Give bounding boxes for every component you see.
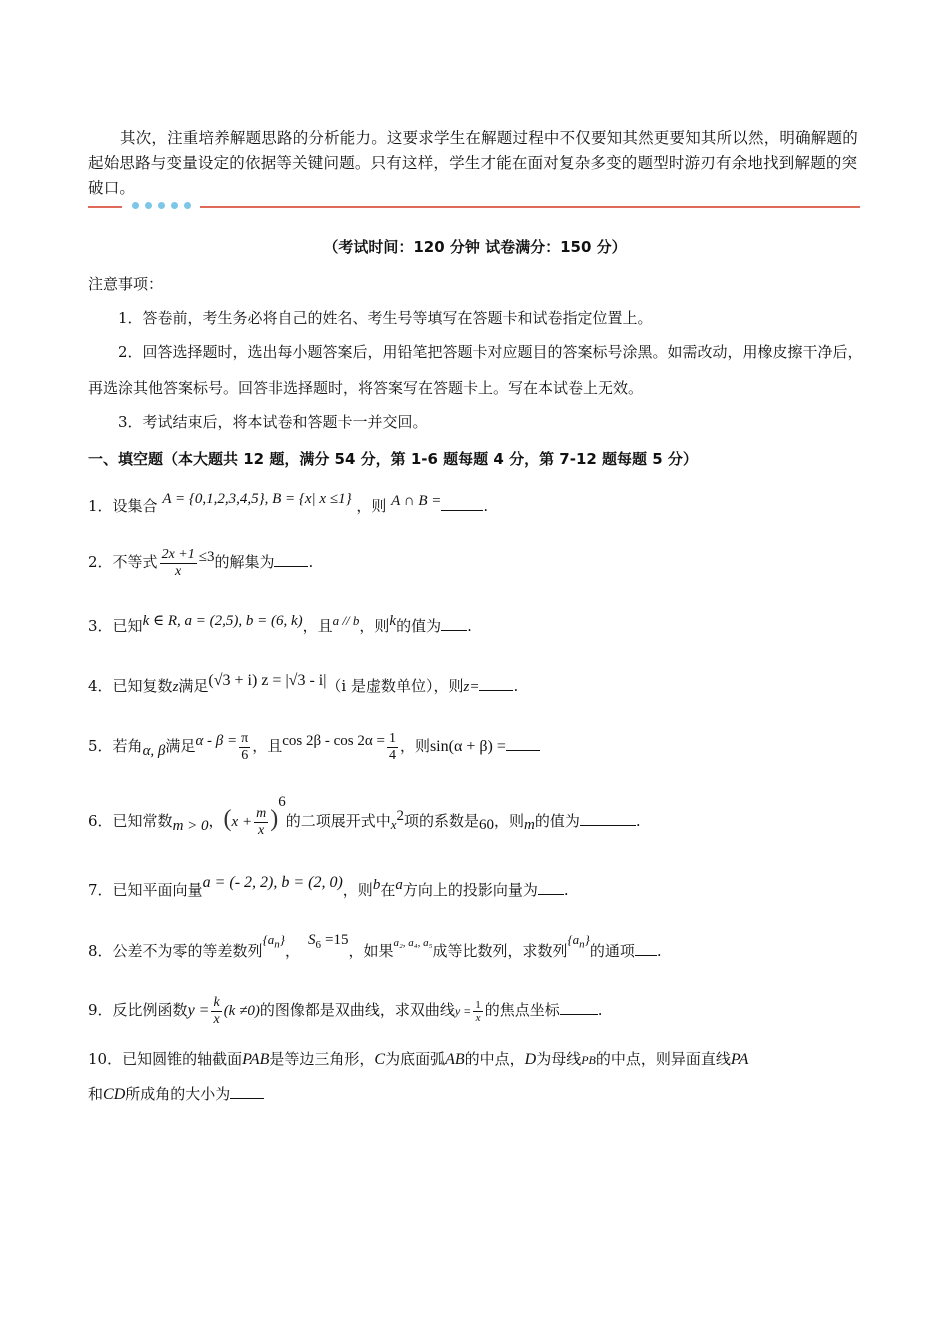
question-text: 的二项展开式中	[285, 812, 391, 830]
fraction-denominator: 4	[388, 747, 396, 763]
term-variable: x	[390, 817, 397, 832]
question-text: 的解集为	[214, 553, 275, 571]
question-text: .	[597, 1001, 603, 1019]
line-cd: CD	[103, 1086, 126, 1103]
question-text: ，则	[356, 497, 387, 515]
sum-symbol: S	[307, 932, 316, 948]
coefficient: 60	[479, 817, 495, 833]
fraction	[473, 999, 483, 1024]
question-text: 的图像都是双曲线，求双曲线	[259, 1001, 455, 1019]
question-4	[88, 670, 868, 703]
sum-subscript: 6	[315, 939, 321, 951]
question-text: 所成角的大小为	[125, 1085, 231, 1103]
sequence-close: }	[584, 932, 590, 947]
question-text: 项的系数是	[404, 812, 480, 830]
divider-dot	[171, 202, 178, 209]
question-8	[88, 932, 868, 973]
decorative-divider	[88, 200, 860, 214]
sequence-symbol	[262, 932, 285, 951]
question-text: .	[563, 881, 569, 899]
fraction-denominator: x	[475, 1011, 481, 1024]
parallel-condition: a // b	[332, 613, 360, 628]
fraction	[254, 806, 268, 839]
fraction	[160, 547, 197, 580]
question-2	[88, 546, 868, 580]
point-d: D	[524, 1051, 537, 1068]
hyperbola-expression: y =	[454, 1004, 472, 1018]
question-6	[88, 794, 868, 839]
note-item-1: 1．答卷前，考生务必将自己的姓名、考生号等填写在答题卡和试卷指定位置上。	[118, 309, 653, 327]
divider-dot	[158, 202, 165, 209]
binomial-expression: (	[223, 806, 232, 832]
segment-pb: PB	[581, 1053, 596, 1067]
question-text: 的焦点坐标	[484, 1001, 560, 1019]
answer-blank[interactable]	[274, 552, 308, 567]
question-number: 4．	[88, 677, 113, 695]
cosine-expression: cos 2β - cos 2α =	[282, 733, 385, 749]
variable-z: z	[172, 679, 179, 695]
sequence-open: {a	[262, 932, 275, 947]
question-text: 已知常数	[112, 812, 173, 830]
angle-difference: α - β =	[195, 733, 238, 749]
question-9	[88, 994, 868, 1028]
question-text: 的值为	[534, 812, 580, 830]
notes-title: 注意事项：	[88, 275, 164, 293]
divider-line-right	[200, 206, 860, 208]
intersection-expression: A ∩ B =	[391, 493, 442, 509]
relation: ≤3	[198, 549, 215, 565]
question-text: 在	[380, 881, 396, 899]
vector-a: a	[395, 877, 403, 893]
section-title: 一、填空题（本大题共 12 题，满分 54 分，第 1-6 题每题 4 分，第 7-12 题每题 5 分）	[88, 450, 698, 468]
sequence-subscript: n	[579, 938, 585, 951]
question-text: （i 是虚数单位），则	[326, 677, 464, 695]
divider-dots	[132, 202, 191, 209]
constant-condition: m > 0	[172, 818, 209, 834]
answer-blank[interactable]	[441, 616, 467, 631]
fraction-denominator: x	[213, 1011, 220, 1027]
answer-blank[interactable]	[580, 811, 636, 826]
angle-variables: α, β	[142, 743, 166, 759]
binomial-paren: )	[270, 806, 279, 832]
fraction-numerator: π	[241, 730, 249, 746]
fraction-numerator: k	[213, 994, 220, 1010]
question-number: 3．	[88, 617, 113, 635]
fraction-denominator: 6	[241, 747, 249, 763]
question-text: 已知平面向量	[112, 881, 203, 899]
binomial-power: 6	[278, 794, 286, 810]
question-number: 8．	[88, 942, 113, 960]
question-text: 已知复数	[112, 677, 173, 695]
question-number: 7．	[88, 881, 113, 899]
question-text: 公差不为零的等差数列	[112, 942, 263, 960]
divider-dot	[132, 202, 139, 209]
question-text: 满足	[165, 737, 196, 755]
answer-blank[interactable]	[635, 941, 657, 956]
question-text: ，则	[342, 881, 373, 899]
question-text: ，则	[399, 737, 430, 755]
question-text: 成等比数列，求数列	[432, 942, 568, 960]
question-text: 为母线	[536, 1050, 582, 1068]
complex-expression: (√3 + i) z = |√3 - i|	[208, 672, 327, 689]
question-3	[88, 610, 868, 643]
question-text: ，如果	[348, 942, 394, 960]
fraction-denominator: x	[258, 822, 265, 838]
divider-line-left	[88, 206, 122, 208]
note-item-3: 3．考试结束后，将本试卷和答题卡一并交回。	[118, 413, 428, 431]
question-text: 反比例函数	[112, 1001, 188, 1019]
sum-expression	[307, 932, 349, 951]
line-pa: PA	[730, 1051, 749, 1068]
triangle-pab: PAB	[242, 1051, 270, 1068]
fraction-numerator: m	[256, 805, 267, 821]
question-text: 是等边三角形，	[269, 1050, 375, 1068]
answer-blank[interactable]	[441, 496, 483, 511]
arc-ab: AB	[445, 1051, 465, 1068]
question-number: 2．	[88, 553, 113, 571]
question-number: 1．	[88, 497, 113, 515]
question-number: 5．	[88, 737, 113, 755]
question-text: 满足	[178, 677, 209, 695]
sequence-subscript: n	[274, 938, 280, 951]
binomial-term: x +	[231, 814, 253, 830]
answer-label: z=	[463, 679, 480, 695]
question-text: ，且	[302, 617, 333, 635]
vector-expression: k ∈ R, a = (2,5), b = (6, k)	[142, 613, 303, 629]
answer-blank[interactable]	[538, 880, 564, 895]
question-text: 已知	[112, 617, 143, 635]
fraction	[387, 731, 398, 764]
question-text: 的中点，	[464, 1050, 525, 1068]
question-text: 不等式	[112, 553, 158, 571]
question-text: 已知圆锥的轴截面	[122, 1050, 243, 1068]
sine-expression: sin(α + β) =	[429, 738, 506, 755]
note-item-2: 2．回答选择题时，选出每小题答案后，用铅笔把答题卡对应题目的答案标号涂黑。如需改动，用橡皮擦干净后，再选涂其他答案标号。回答非选择题时，将答案写在答题卡上。写在本试卷上无效。	[88, 343, 863, 397]
answer-blank[interactable]	[506, 736, 540, 751]
variable-m: m	[524, 817, 535, 833]
question-number: 6．	[88, 812, 113, 830]
function-condition: (k ≠0)	[223, 1003, 260, 1019]
term-power: 2	[396, 808, 404, 824]
question-text: .	[513, 677, 519, 695]
question-text: 为底面弧	[385, 1050, 446, 1068]
answer-blank[interactable]	[230, 1084, 264, 1099]
vector-b: b	[372, 877, 381, 893]
question-text: 和	[88, 1085, 104, 1103]
question-text: ，则	[359, 617, 390, 635]
sum-value: =15	[324, 932, 349, 948]
point-c: C	[374, 1051, 386, 1068]
fraction-denominator: x	[175, 563, 182, 579]
fraction-numerator: 1	[475, 998, 481, 1011]
question-text: .	[308, 553, 314, 571]
sequence-open: {a	[567, 932, 580, 947]
question-text: .	[656, 942, 662, 960]
question-number: 10．	[88, 1050, 123, 1068]
question-7	[88, 874, 868, 907]
set-a-expression: A = {0,1,2,3,4,5}	[162, 491, 265, 507]
set-b-expression: , B = {x| x ≤1}	[264, 491, 352, 507]
sequence-close: }	[279, 932, 285, 947]
divider-dot	[184, 202, 191, 209]
question-1	[88, 490, 868, 523]
question-text: .	[635, 812, 641, 830]
question-text: 的值为	[396, 617, 442, 635]
fraction-numerator: 1	[388, 730, 396, 746]
question-text: .	[467, 617, 472, 635]
variable-k: k	[389, 613, 397, 629]
question-text: 方向上的投影向量为	[402, 881, 538, 899]
question-text: ，	[208, 812, 224, 830]
question-10	[88, 1042, 868, 1112]
question-text: ，	[284, 942, 300, 960]
question-text: 的中点，则异面直线	[595, 1050, 731, 1068]
sequence-symbol	[567, 932, 590, 951]
exam-info: （考试时间：120 分钟 试卷满分：150 分）	[323, 238, 627, 256]
question-text: ，则	[494, 812, 525, 830]
question-5	[88, 730, 868, 764]
question-text: 的通项	[589, 942, 635, 960]
fraction	[239, 731, 250, 764]
question-text: ，且	[252, 737, 283, 755]
question-number: 9．	[88, 1001, 113, 1019]
question-text: 若角	[112, 737, 143, 755]
intro-paragraph: 其次，注重培养解题思路的分析能力。这要求学生在解题过程中不仅要知其然更要知其所以然，明确解题的起始思路与变量设定的依据等关键问题。只有这样，学生才能在面对复杂多变的题型时游刃有余地找到解题的突破口。	[88, 129, 858, 197]
divider-dot	[145, 202, 152, 209]
answer-blank[interactable]	[560, 1000, 598, 1015]
question-text: .	[483, 497, 489, 515]
geometric-terms: a₂, a₄, a₅	[393, 937, 433, 949]
vector-expression: a = (- 2, 2), b = (2, 0)	[202, 874, 343, 891]
function-expression: y =	[187, 1002, 210, 1019]
fraction-numerator: 2x +1	[161, 546, 195, 562]
question-text: 设集合	[112, 497, 158, 515]
answer-blank[interactable]	[479, 676, 513, 691]
fraction	[211, 995, 221, 1028]
